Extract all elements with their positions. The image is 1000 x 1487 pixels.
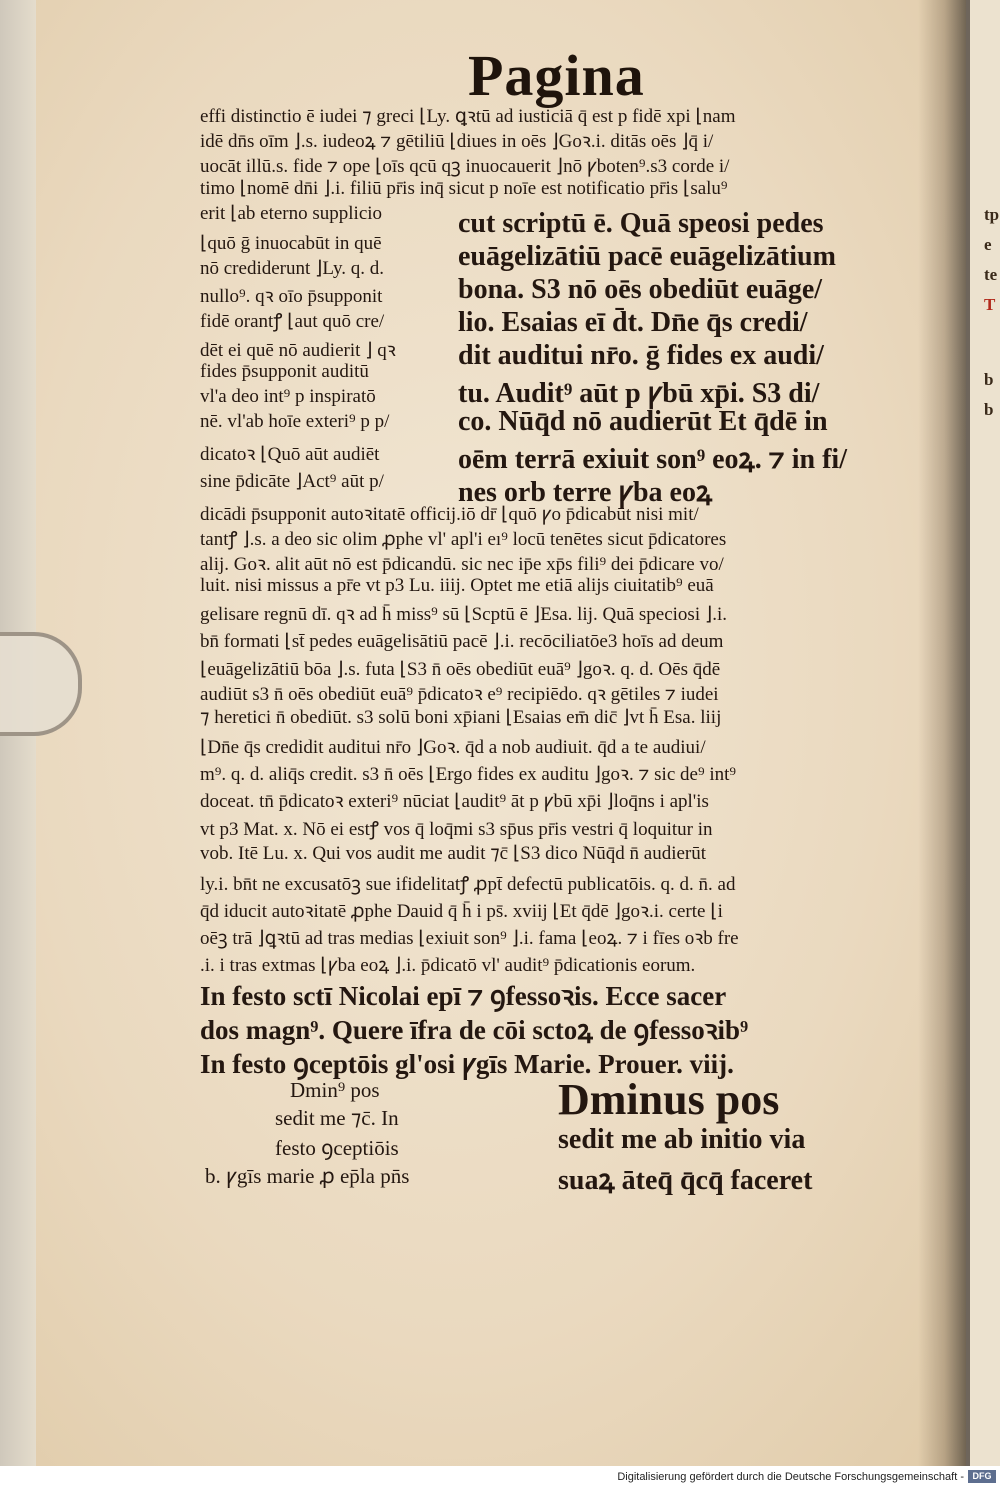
main-text-line: tu. Audit⁹ aūt p ꝩbū xp̄i. S3 di/ bbox=[458, 378, 820, 409]
main-text-line: nes orb terre ꝩba eoꝝ bbox=[458, 477, 713, 508]
closing-main-line: suaꝝ āteq̄ q̄cq̄ faceret bbox=[558, 1165, 813, 1196]
facing-page-fragment: T bbox=[984, 295, 996, 314]
gloss-line: bn̄ formati ⌊st̄ pedes euāgelisātiū pacē ⌋.i. recōciliatōe3 hoīs ad deum bbox=[200, 631, 724, 652]
page-edge-line bbox=[966, 0, 970, 1466]
closing-gloss-line: b. ꝩgīs marie ꝓ ep̄la pn̄s bbox=[205, 1164, 410, 1188]
gloss-line: doceat. tn̄ p̄dicatoꝛ exteri⁹ nūciat ⌊audit⁹ āt p ꝩbū xp̄i ⌋loq̄ns i apl'is bbox=[200, 791, 709, 812]
facing-page-fragment: tp bbox=[984, 205, 1000, 224]
closing-gloss-line: Dmin⁹ pos bbox=[290, 1078, 380, 1102]
gloss-line: vob. Itē Lu. x. Qui vos audit me audit ⁊c̄ ⌊S3 dico Nūq̄d n̄ audierūt bbox=[200, 843, 707, 864]
gloss-line: .i. i tras extmas ⌊ꝩba eoꝝ ⌋.i. p̄dicatō vl' audit⁹ p̄dicationis eorum. bbox=[200, 955, 696, 976]
gloss-column-line: dicatoꝛ ⌊Quō aūt audiēt bbox=[200, 444, 380, 465]
gloss-column-line: nullo⁹. qꝛ oīo p̄supponit bbox=[200, 286, 383, 307]
gloss-line: timo ⌊nomē dn̄i ⌋.i. filiū pr̄is inq̄ sicut p noīe est notificatio pr̄is ⌊salu⁹ bbox=[200, 178, 728, 199]
gloss-line: uocāt illū.s. fide ⁊ ope ⌊oīs qcū qꝫ inuocauerit ⌋nō ꝩboten⁹.s3 corde i/ bbox=[200, 156, 730, 177]
closing-gloss-line: festo ꝯceptiōis bbox=[275, 1136, 399, 1160]
facing-page-fragment: b bbox=[984, 370, 994, 389]
main-text-line: lio. Esaias eī d̄t. Dn̄e q̄s credi/ bbox=[458, 307, 808, 338]
main-text-line: oēm terrā exiuit son⁹ eoꝝ. ⁊ in fi/ bbox=[458, 444, 847, 475]
gloss-line: oēꝫ trā ⌋ꝗꝛtū ad tras medias ⌊exiuit son⁹ ⌋.i. fama ⌊eoꝝ. ⁊ i fīes oꝛb fre bbox=[200, 928, 739, 949]
digitization-credit: Digitalisierung gefördert durch die Deutsche Forschungsgemeinschaft - bbox=[617, 1471, 964, 1483]
gloss-line: idē dn̄s oīm ⌋.s. iudeoꝝ ⁊ gētiliū ⌊diues in oēs ⌋Goꝛ.i. ditās oēs ⌋q̄ i/ bbox=[200, 131, 714, 152]
gloss-column-line: dēt ei quē nō audierit ⌋ qꝛ bbox=[200, 340, 396, 361]
gloss-column-line: nē. vl'ab hoīe exteri⁹ p p/ bbox=[200, 411, 390, 432]
closing-main-line: sedit me ab initio via bbox=[558, 1124, 806, 1155]
main-text-line: dit auditui nr̄o. ḡ fides ex audi/ bbox=[458, 340, 824, 371]
gloss-line: m⁹. q. d. aliq̄s credit. s3 n̄ oēs ⌊Ergo fides ex auditu ⌋goꝛ. ⁊ sic de⁹ int⁹ bbox=[200, 764, 737, 785]
gutter-shadow bbox=[918, 0, 966, 1466]
gloss-line: erit ⌊ab eterno supplicio bbox=[200, 203, 383, 224]
gloss-column-line: nō crediderunt ⌋Ly. q. d. bbox=[200, 258, 384, 279]
gloss-column-line: sine p̄dicāte ⌋Act⁹ aūt p/ bbox=[200, 471, 384, 492]
rubric-line: In festo sctī Nicolai epī ⁊ ꝯfessoꝛis. Ecce sacer bbox=[200, 981, 727, 1011]
facing-page-fragment: te bbox=[984, 265, 998, 284]
page-heading: Pagina bbox=[468, 43, 645, 108]
rubric-line: dos magn⁹. Quere īfra de cōi sctoꝝ de ꝯfessoꝛib⁹ bbox=[200, 1015, 749, 1045]
gloss-column-line: fidē orantꝭ ⌊aut quō cre/ bbox=[200, 311, 385, 332]
gloss-column-line: vl'a deo int⁹ p inspiratō bbox=[200, 386, 376, 407]
closing-gloss-line: sedit me ⁊c̄. In bbox=[275, 1106, 399, 1130]
dfg-logo: DFG bbox=[968, 1470, 996, 1483]
facing-page-fragment: e bbox=[984, 235, 992, 254]
gloss-column-line: fides p̄supponit auditū bbox=[200, 361, 369, 382]
closing-main-line: Dminus pos bbox=[558, 1075, 780, 1124]
gloss-line: tantꝭ ⌋.s. a deo sic olim ꝓphe vl' apl'i eı⁹ locū tenētes sicut p̄dicatores bbox=[200, 529, 727, 550]
gloss-line: alij. Goꝛ. alit aūt nō est p̄dicandū. sic nec ip̄e xp̄s fili⁹ dei p̄dicare vo/ bbox=[200, 554, 724, 575]
gloss-line: effi distinctio ē iudei ⁊ greci ⌊Ly. ꝗꝛtū ad iusticiā q̄ est p fidē xpi ⌊nam bbox=[200, 106, 736, 127]
gloss-line: luit. nisi missus a pr̄e vt p3 Lu. iiij. Optet me etiā alijs ciuitatib⁹ euā bbox=[200, 575, 714, 596]
main-text-line: bona. S3 nō oēs obediūt euāge/ bbox=[458, 274, 823, 305]
main-text-line: cut scriptū ē. Quā speosi pedes bbox=[458, 208, 824, 239]
facing-page-fragment: b bbox=[984, 400, 994, 419]
gloss-column-line: ⌊quō ḡ inuocabūt in quē bbox=[200, 233, 382, 254]
main-text-line: euāgelizātiū pacē euāgelizātium bbox=[458, 241, 836, 272]
gloss-line: dicādi p̄supponit autoꝛitatē officij.iō dr̄ ⌊quō ꝩo p̄dicabūt nisi mit/ bbox=[200, 504, 699, 525]
gloss-line: q̄d iducit autoꝛitatē ꝓphe Dauid q̄ h̄ i ps̄. xviij ⌊Et q̄dē ⌋goꝛ.i. certe ⌊i bbox=[200, 901, 723, 922]
gloss-line: gelisare regnū dī. qꝛ ad h̄ miss⁹ sū ⌊Scptū ē ⌋Esa. lij. Quā speciosi ⌋.i. bbox=[200, 604, 728, 625]
gloss-line: ⁊ heretici n̄ obediūt. s3 solū boni xp̄iani ⌊Esaias em̄ dic̄ ⌋vt h̄ Esa. liij bbox=[200, 707, 722, 728]
gloss-line: vt p3 Mat. x. Nō ei estꝭ vos q̄ loq̄mi s3 sp̄us pr̄is vestri q̄ loquitur in bbox=[200, 819, 713, 840]
gloss-line: ⌊Dn̄e q̄s credidit auditui nr̄o ⌋Goꝛ. q̄d a nob audiuit. q̄d a te audiui/ bbox=[200, 737, 706, 758]
gloss-line: audiūt s3 n̄ oēs obediūt euā⁹ p̄dicatoꝛ e⁹ recipiēdo. qꝛ gētiles ⁊ iudei bbox=[200, 684, 719, 705]
gloss-line: ⌊euāgelizātiū bōa ⌋.s. futa ⌊S3 n̄ oēs obediūt euā⁹ ⌋goꝛ. q. d. Oēs q̄dē bbox=[200, 659, 721, 680]
gloss-line: ly.i. bn̄t ne excusatōꝫ sue ifidelitatꝭ ꝓpt̄ defectū publicatōis. q. d. n̄. ad bbox=[200, 874, 736, 895]
rubric-line: In festo ꝯceptōis gl'osi ꝩgīs Marie. Prouer. viij. bbox=[200, 1049, 734, 1079]
main-text-line: co. Nūq̄d nō audierūt Et q̄dē in bbox=[458, 406, 828, 437]
